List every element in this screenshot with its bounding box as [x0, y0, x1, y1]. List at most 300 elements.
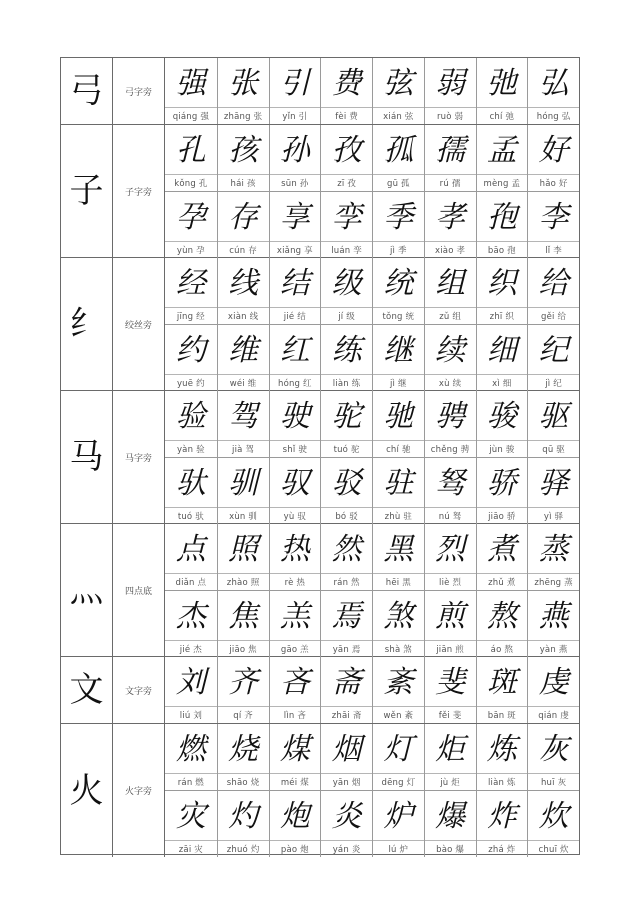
character-cell	[476, 724, 528, 790]
character-cell	[424, 591, 476, 657]
calligraphy-character: 练	[331, 332, 362, 368]
pinyin-label: jì 纪	[528, 374, 579, 391]
pinyin-label: xì 细	[477, 374, 528, 391]
character-cell	[217, 391, 269, 457]
character-cell	[320, 458, 372, 524]
radical-cell	[61, 724, 113, 857]
pinyin-label: pào 炮	[270, 840, 321, 857]
calligraphy-character: 骏	[486, 398, 517, 434]
calligraphy-character: 孢	[486, 199, 517, 235]
character-cell	[217, 325, 269, 391]
calligraphy-character: 弛	[486, 65, 517, 101]
radical-group	[61, 125, 579, 258]
pinyin-label: gū 孤	[373, 174, 424, 191]
character-cell	[527, 724, 579, 790]
character-cell	[217, 791, 269, 857]
character-cell	[165, 192, 217, 258]
pinyin-label: xù 续	[425, 374, 476, 391]
character-row	[165, 58, 579, 124]
character-cell	[527, 58, 579, 124]
pinyin-label: dēng 灯	[373, 773, 424, 790]
pinyin-label: rú 孺	[425, 174, 476, 191]
character-cell	[269, 258, 321, 324]
calligraphy-character: 灼	[228, 798, 259, 834]
calligraphy-character: 烧	[228, 731, 259, 767]
pinyin-label: rán 燃	[165, 773, 217, 790]
pinyin-label: rán 然	[321, 573, 372, 590]
calligraphy-character: 炬	[435, 731, 466, 767]
character-cell	[165, 524, 217, 590]
character-cell	[372, 791, 424, 857]
calligraphy-character: 黑	[383, 531, 414, 567]
radical-glyph: 灬	[69, 570, 104, 610]
pinyin-label: shāo 烧	[218, 773, 269, 790]
pinyin-label: jià 驾	[218, 440, 269, 457]
calligraphy-character: 灾	[175, 798, 206, 834]
character-cell	[269, 458, 321, 524]
calligraphy-character: 斐	[435, 664, 466, 700]
character-cell	[424, 192, 476, 258]
calligraphy-character: 孕	[175, 199, 206, 235]
pinyin-label: yàn 燕	[528, 640, 579, 657]
pinyin-label: diǎn 点	[165, 573, 217, 590]
character-rows	[165, 524, 579, 656]
calligraphy-character: 孙	[279, 132, 310, 168]
radical-glyph: 纟	[69, 304, 104, 344]
calligraphy-character: 结	[279, 265, 310, 301]
calligraphy-character: 孝	[435, 199, 466, 235]
character-cell	[372, 524, 424, 590]
pinyin-label: yuē 约	[165, 374, 217, 391]
character-cell	[372, 58, 424, 124]
calligraphy-character: 维	[228, 332, 259, 368]
pinyin-label: jùn 骏	[477, 440, 528, 457]
character-cell	[320, 258, 372, 324]
calligraphy-character: 级	[331, 265, 362, 301]
calligraphy-character: 孩	[228, 132, 259, 168]
character-cell	[476, 657, 528, 723]
calligraphy-character: 点	[175, 531, 206, 567]
pinyin-label: wěn 紊	[373, 706, 424, 723]
character-cell	[217, 524, 269, 590]
character-cell	[372, 258, 424, 324]
calligraphy-character: 吝	[279, 664, 310, 700]
radical-group	[61, 391, 579, 524]
calligraphy-character: 李	[538, 199, 569, 235]
character-rows	[165, 724, 579, 857]
pinyin-label: zhǔ 煮	[477, 573, 528, 590]
radical-name: 弓字旁	[124, 87, 152, 98]
calligraphy-character: 烈	[435, 531, 466, 567]
pinyin-label: xiàn 线	[218, 307, 269, 324]
pinyin-label: lìn 吝	[270, 706, 321, 723]
character-cell	[320, 125, 372, 191]
pinyin-label: tuó 驮	[165, 507, 217, 524]
radical-cell	[61, 657, 113, 723]
calligraphy-character: 纪	[538, 332, 569, 368]
radical-name-cell	[113, 724, 165, 857]
pinyin-label: liè 烈	[425, 573, 476, 590]
pinyin-label: ruò 弱	[425, 107, 476, 124]
calligraphy-character: 骄	[486, 465, 517, 501]
calligraphy-character: 煤	[279, 731, 310, 767]
radical-cell	[61, 58, 113, 124]
calligraphy-character: 引	[279, 65, 310, 101]
pinyin-label: zhī 织	[477, 307, 528, 324]
calligraphy-character: 孪	[331, 199, 362, 235]
calligraphy-character: 炉	[383, 798, 414, 834]
character-cell	[527, 524, 579, 590]
pinyin-label: tǒng 统	[373, 307, 424, 324]
calligraphy-character: 驼	[331, 398, 362, 434]
calligraphy-character: 继	[383, 332, 414, 368]
calligraphy-character: 织	[486, 265, 517, 301]
pinyin-label: jù 炬	[425, 773, 476, 790]
character-cell	[372, 724, 424, 790]
pinyin-label: liàn 炼	[477, 773, 528, 790]
calligraphy-character: 驰	[383, 398, 414, 434]
calligraphy-character: 紊	[383, 664, 414, 700]
pinyin-label: shà 煞	[373, 640, 424, 657]
calligraphy-character: 孤	[383, 132, 414, 168]
calligraphy-character: 炎	[331, 798, 362, 834]
character-cell	[372, 125, 424, 191]
calligraphy-character: 蒸	[538, 531, 569, 567]
radical-group	[61, 724, 579, 857]
character-cell	[527, 325, 579, 391]
calligraphy-character: 存	[228, 199, 259, 235]
character-cell	[320, 724, 372, 790]
calligraphy-character: 好	[538, 132, 569, 168]
calligraphy-character: 刘	[175, 664, 206, 700]
pinyin-label: jié 杰	[165, 640, 217, 657]
radical-glyph: 火	[69, 770, 104, 811]
character-cell	[476, 791, 528, 857]
character-cell	[217, 724, 269, 790]
radical-group	[61, 524, 579, 657]
pinyin-label: yù 驭	[270, 507, 321, 524]
pinyin-label: zī 孜	[321, 174, 372, 191]
pinyin-label: jiāo 焦	[218, 640, 269, 657]
character-cell	[424, 325, 476, 391]
calligraphy-character: 燕	[538, 598, 569, 634]
pinyin-label: nú 驽	[425, 507, 476, 524]
character-cell	[527, 125, 579, 191]
character-cell	[320, 391, 372, 457]
pinyin-label: xùn 驯	[218, 507, 269, 524]
character-cell	[269, 192, 321, 258]
character-row	[165, 590, 579, 657]
calligraphy-radical-sheet	[60, 57, 580, 855]
pinyin-label: lú 炉	[373, 840, 424, 857]
pinyin-label: cún 存	[218, 241, 269, 258]
calligraphy-character: 驱	[538, 398, 569, 434]
character-cell	[320, 591, 372, 657]
pinyin-label: jiān 煎	[425, 640, 476, 657]
calligraphy-character: 炸	[486, 798, 517, 834]
character-cell	[320, 657, 372, 723]
calligraphy-character: 强	[175, 65, 206, 101]
calligraphy-character: 照	[228, 531, 259, 567]
pinyin-label: qí 齐	[218, 706, 269, 723]
character-row	[165, 125, 579, 191]
calligraphy-character: 孔	[175, 132, 206, 168]
calligraphy-character: 驽	[435, 465, 466, 501]
character-cell	[424, 458, 476, 524]
character-cell	[424, 258, 476, 324]
character-cell	[269, 724, 321, 790]
character-row	[165, 657, 579, 723]
pinyin-label: zhāng 张	[218, 107, 269, 124]
calligraphy-character: 细	[486, 332, 517, 368]
pinyin-label: chí 驰	[373, 440, 424, 457]
character-cell	[476, 591, 528, 657]
calligraphy-character: 斑	[486, 664, 517, 700]
character-cell	[269, 325, 321, 391]
character-cell	[527, 258, 579, 324]
radical-name: 子字旁	[124, 187, 152, 198]
pinyin-label: yān 焉	[321, 640, 372, 657]
calligraphy-character: 烟	[331, 731, 362, 767]
calligraphy-character: 驿	[538, 465, 569, 501]
character-cell	[527, 591, 579, 657]
character-cell	[217, 458, 269, 524]
character-rows	[165, 391, 579, 523]
radical-name: 文字旁	[124, 686, 152, 697]
character-cell	[165, 58, 217, 124]
pinyin-label: chuī 炊	[528, 840, 579, 857]
radical-group	[61, 258, 579, 391]
character-cell	[165, 458, 217, 524]
pinyin-label: jì 继	[373, 374, 424, 391]
character-cell	[372, 657, 424, 723]
pinyin-label: zāi 灾	[165, 840, 217, 857]
character-row	[165, 724, 579, 790]
character-cell	[269, 524, 321, 590]
character-cell	[217, 258, 269, 324]
radical-cell	[61, 391, 113, 523]
character-cell	[165, 724, 217, 790]
radical-name: 火字旁	[124, 787, 152, 797]
radical-name-cell	[113, 391, 165, 523]
calligraphy-character: 约	[175, 332, 206, 368]
calligraphy-character: 费	[331, 65, 362, 101]
calligraphy-character: 燃	[175, 731, 206, 767]
radical-glyph: 马	[69, 437, 104, 477]
calligraphy-character: 焉	[331, 598, 362, 634]
calligraphy-character: 组	[435, 265, 466, 301]
pinyin-label: yán 炎	[321, 840, 372, 857]
character-row	[165, 457, 579, 524]
calligraphy-character: 热	[279, 531, 310, 567]
pinyin-label: jí 级	[321, 307, 372, 324]
character-cell	[372, 591, 424, 657]
character-cell	[424, 391, 476, 457]
character-rows	[165, 58, 579, 124]
calligraphy-character: 孺	[435, 132, 466, 168]
character-cell	[165, 591, 217, 657]
character-cell	[269, 791, 321, 857]
radical-name-cell	[113, 58, 165, 124]
pinyin-label: zhuó 灼	[218, 840, 269, 857]
character-cell	[165, 325, 217, 391]
pinyin-label: sūn 孙	[270, 174, 321, 191]
pinyin-label: zhù 驻	[373, 507, 424, 524]
calligraphy-character: 孟	[486, 132, 517, 168]
pinyin-label: mèng 孟	[477, 174, 528, 191]
character-cell	[476, 125, 528, 191]
pinyin-label: zhào 照	[218, 573, 269, 590]
calligraphy-character: 骋	[435, 398, 466, 434]
character-cell	[424, 724, 476, 790]
character-cell	[269, 657, 321, 723]
calligraphy-character: 弱	[435, 65, 466, 101]
radical-name-cell	[113, 125, 165, 257]
pinyin-label: yàn 验	[165, 440, 217, 457]
character-cell	[476, 258, 528, 324]
character-cell	[320, 58, 372, 124]
character-row	[165, 524, 579, 590]
pinyin-label: luán 孪	[321, 241, 372, 258]
character-cell	[372, 325, 424, 391]
pinyin-label: rè 热	[270, 573, 321, 590]
pinyin-label: yǐn 引	[270, 107, 321, 124]
pinyin-label: tuó 驼	[321, 440, 372, 457]
calligraphy-character: 齐	[228, 664, 259, 700]
character-cell	[476, 458, 528, 524]
radical-cell	[61, 125, 113, 257]
calligraphy-character: 驯	[228, 465, 259, 501]
pinyin-label: qián 虔	[528, 706, 579, 723]
character-cell	[476, 58, 528, 124]
character-cell	[424, 58, 476, 124]
pinyin-label: zhá 炸	[477, 840, 528, 857]
character-cell	[165, 791, 217, 857]
character-cell	[320, 791, 372, 857]
calligraphy-character: 弦	[383, 65, 414, 101]
pinyin-label: qū 驱	[528, 440, 579, 457]
character-cell	[320, 325, 372, 391]
character-cell	[527, 458, 579, 524]
calligraphy-character: 羔	[279, 598, 310, 634]
pinyin-label: jì 季	[373, 241, 424, 258]
pinyin-label: jiāo 骄	[477, 507, 528, 524]
pinyin-label: hǎo 好	[528, 174, 579, 191]
pinyin-label: hóng 弘	[528, 107, 579, 124]
character-cell	[372, 391, 424, 457]
pinyin-label: yùn 孕	[165, 241, 217, 258]
pinyin-label: méi 煤	[270, 773, 321, 790]
pinyin-label: áo 熬	[477, 640, 528, 657]
calligraphy-character: 弘	[538, 65, 569, 101]
calligraphy-character: 驶	[279, 398, 310, 434]
calligraphy-character: 统	[383, 265, 414, 301]
calligraphy-character: 季	[383, 199, 414, 235]
character-cell	[217, 591, 269, 657]
pinyin-label: zhāi 斋	[321, 706, 372, 723]
calligraphy-character: 爆	[435, 798, 466, 834]
calligraphy-character: 灯	[383, 731, 414, 767]
pinyin-label: bó 驳	[321, 507, 372, 524]
character-cell	[217, 58, 269, 124]
character-cell	[165, 258, 217, 324]
character-rows	[165, 125, 579, 257]
calligraphy-character: 验	[175, 398, 206, 434]
character-cell	[217, 657, 269, 723]
character-cell	[424, 524, 476, 590]
pinyin-label: yì 驿	[528, 507, 579, 524]
calligraphy-character: 然	[331, 531, 362, 567]
calligraphy-character: 灰	[538, 731, 569, 767]
calligraphy-character: 驳	[331, 465, 362, 501]
calligraphy-character: 给	[538, 265, 569, 301]
character-row	[165, 191, 579, 258]
pinyin-label: hóng 红	[270, 374, 321, 391]
pinyin-label: yān 烟	[321, 773, 372, 790]
character-cell	[269, 391, 321, 457]
calligraphy-character: 孜	[331, 132, 362, 168]
radical-name-cell	[113, 258, 165, 390]
pinyin-label: gěi 给	[528, 307, 579, 324]
pinyin-label: xiǎng 享	[270, 241, 321, 258]
calligraphy-character: 驮	[175, 465, 206, 501]
radical-name: 四点底	[124, 586, 152, 597]
radical-glyph: 弓	[69, 71, 104, 111]
character-cell	[217, 192, 269, 258]
calligraphy-character: 虔	[538, 664, 569, 700]
calligraphy-character: 张	[228, 65, 259, 101]
pinyin-label: chěng 骋	[425, 440, 476, 457]
radical-name: 绞丝旁	[124, 320, 152, 331]
pinyin-label: hēi 黑	[373, 573, 424, 590]
pinyin-label: wéi 维	[218, 374, 269, 391]
pinyin-label: jié 结	[270, 307, 321, 324]
radical-group	[61, 58, 579, 125]
pinyin-label: xián 弦	[373, 107, 424, 124]
character-cell	[476, 192, 528, 258]
calligraphy-character: 熬	[486, 598, 517, 634]
character-cell	[165, 657, 217, 723]
pinyin-label: liàn 练	[321, 374, 372, 391]
pinyin-label: huī 灰	[528, 773, 579, 790]
calligraphy-character: 红	[279, 332, 310, 368]
pinyin-label: kǒng 孔	[165, 174, 217, 191]
calligraphy-character: 线	[228, 265, 259, 301]
pinyin-label: liú 刘	[165, 706, 217, 723]
character-cell	[527, 791, 579, 857]
calligraphy-character: 享	[279, 199, 310, 235]
calligraphy-character: 驾	[228, 398, 259, 434]
character-cell	[527, 391, 579, 457]
character-cell	[476, 524, 528, 590]
character-cell	[476, 325, 528, 391]
character-cell	[320, 524, 372, 590]
character-cell	[476, 391, 528, 457]
pinyin-label: shǐ 驶	[270, 440, 321, 457]
character-row	[165, 324, 579, 391]
character-cell	[165, 391, 217, 457]
radical-group	[61, 657, 579, 724]
calligraphy-character: 续	[435, 332, 466, 368]
pinyin-label: xiào 孝	[425, 241, 476, 258]
character-cell	[165, 125, 217, 191]
calligraphy-character: 煮	[486, 531, 517, 567]
character-row	[165, 258, 579, 324]
radical-cell	[61, 524, 113, 656]
pinyin-label: zhēng 蒸	[528, 573, 579, 590]
radical-glyph: 文	[69, 670, 104, 710]
character-cell	[269, 58, 321, 124]
